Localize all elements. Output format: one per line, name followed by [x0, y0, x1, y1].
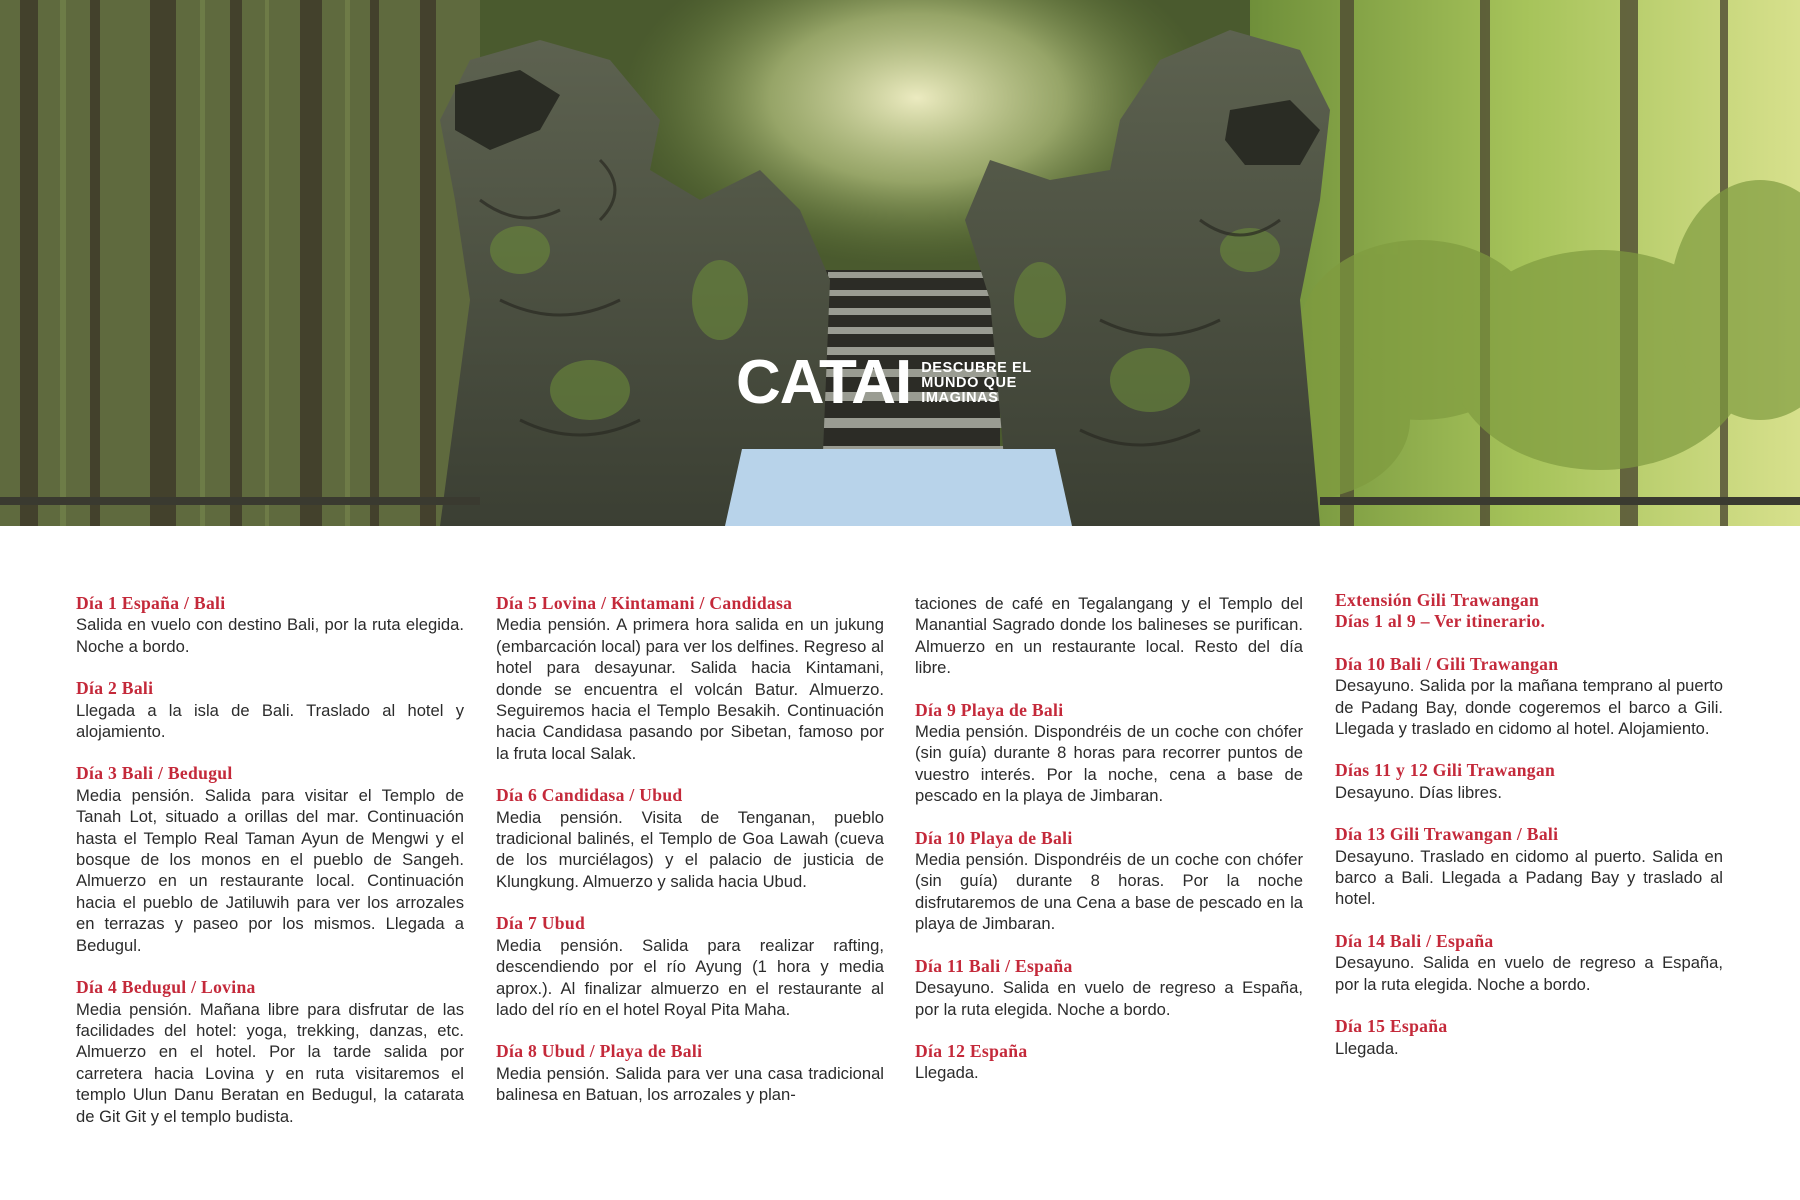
- day-title: Día 15 España: [1335, 1016, 1448, 1037]
- day-text: Salida en vuelo con destino Bali, por la ruta elegida. Noche a bordo.: [76, 615, 464, 656]
- itinerary-column-3: [915, 593, 1303, 1105]
- day-entry: [76, 678, 464, 742]
- day-entry: [1335, 931, 1723, 995]
- day-entry: [496, 785, 884, 892]
- day-entry: [1335, 1016, 1723, 1059]
- day-entry: [496, 593, 884, 764]
- day-text: Llegada.: [1335, 1038, 1399, 1058]
- day-text: Media pensión. Salida para realizar rafting, descendiendo por el río Ayung (1 hora y media aprox.). Al finalizar almuerzo en el restaurante al lado del río en el hotel Royal Pita Maha.: [496, 935, 884, 1019]
- itinerary-column-2: [496, 593, 884, 1127]
- day-title: Día 8 Ubud / Playa de Bali: [496, 1041, 703, 1062]
- day-title: Día 10 Playa de Bali: [915, 827, 1073, 848]
- day-text: Media pensión. Salida para ver una casa tradicional balinesa en Batuan, los arrozales y plan-: [496, 1063, 884, 1105]
- day-text: Media pensión. A primera hora salida en un jukung (embarcación local) para ver los delfines. Regreso al hotel para desayunar. Salida hacia Kintamani, donde se encuentra el volcán Batur. Almuerzo. Seguiremos hacia el Templo Besakih. Continuación hacia Candidasa pasando por Sibetan, famoso por la fruta local Salak.: [496, 615, 884, 763]
- day-text: Media pensión. Dispondréis de un coche con chófer (sin guía) durante 8 horas para recorrer puntos de vuestro interés. Por la noche, cena a base de pescado en la playa de Jimbaran.: [915, 722, 1303, 806]
- day-continuation: [915, 593, 1303, 679]
- itinerary-column-1: [76, 593, 464, 1148]
- day-entry: [76, 977, 464, 1127]
- day-entry: [915, 828, 1303, 935]
- day-title: Día 11 Bali / España: [915, 955, 1073, 976]
- day-title: Día 14 Bali / España: [1335, 930, 1494, 951]
- day-title: Día 9 Playa de Bali: [915, 699, 1064, 720]
- day-entry: [915, 1041, 1303, 1084]
- day-entry: [915, 956, 1303, 1020]
- day-title: Día 10 Bali / Gili Trawangan: [1335, 653, 1559, 674]
- catai-logo: [736, 348, 1032, 417]
- day-entry: [496, 1041, 884, 1105]
- day-entry: [1335, 654, 1723, 740]
- day-text: Desayuno. Salida en vuelo de regreso a España, por la ruta elegida. Noche a bordo.: [915, 978, 1303, 1019]
- tagline-line: IMAGINAS: [921, 389, 999, 406]
- logo-wordmark: CATAI: [736, 348, 912, 417]
- day-entry: [1335, 760, 1723, 803]
- day-entry: [915, 700, 1303, 807]
- day-title: Día 2 Bali: [76, 678, 154, 699]
- day-text: Llegada a la isla de Bali. Traslado al hotel y alojamiento.: [76, 700, 464, 742]
- day-title: Días 11 y 12 Gili Trawangan: [1335, 760, 1556, 781]
- day-text: Media pensión. Mañana libre para disfrutar de las facilidades del hotel: yoga, trekking, danzas, etc. Almuerzo en el hotel. Por la tarde salida por carretera hacia Lovina y en ruta visitaremos el templo Ulun Danu Beratan en Bedugul, la catarata de Git Git y el templo budista.: [76, 999, 464, 1126]
- day-title: Día 4 Bedugul / Lovina: [76, 977, 256, 998]
- day-entry: [1335, 824, 1723, 910]
- day-title: Día 3 Bali / Bedugul: [76, 763, 233, 784]
- day-entry: [76, 593, 464, 657]
- extension-title: Extensión Gili Trawangan: [1335, 590, 1540, 610]
- day-title: Día 13 Gili Trawangan / Bali: [1335, 824, 1559, 845]
- day-title: Día 12 España: [915, 1040, 1028, 1061]
- day-title: Día 6 Candidasa / Ubud: [496, 785, 683, 806]
- jungle-temple-illustration: [0, 0, 1800, 526]
- day-text: Llegada.: [915, 1063, 979, 1083]
- extension-heading: [1335, 590, 1723, 633]
- day-text: Media pensión. Visita de Tenganan, pueblo tradicional balinés, el Templo de Goa Lawah (cueva de los murciélagos) y el palacio de justicia de Klungkung. Almuerzo y salida hacia Ubud.: [496, 807, 884, 891]
- day-text: Desayuno. Días libres.: [1335, 782, 1502, 802]
- day-entry: [496, 913, 884, 1020]
- day-text: Desayuno. Salida por la mañana temprano al puerto de Padang Bay, donde cogeremos el barco a Gili. Llegada y traslado en cidomo al hotel. Alojamiento.: [1335, 676, 1723, 739]
- extension-subtitle: Días 1 al 9 – Ver itinerario.: [1335, 611, 1546, 632]
- day-title: Día 1 España / Bali: [76, 593, 226, 613]
- day-entry: [76, 763, 464, 956]
- day-title: Día 5 Lovina / Kintamani / Candidasa: [496, 593, 793, 613]
- tagline-line: DESCUBRE EL: [921, 359, 1032, 376]
- hero-photo: [0, 0, 1800, 526]
- day-text: taciones de café en Tegalangang y el Templo del Manantial Sagrado donde los balineses se purifican. Almuerzo en un restaurante local. Resto del día libre.: [915, 594, 1303, 678]
- day-text: Media pensión. Salida para visitar el Templo de Tanah Lot, situado a orillas del mar. Continuación hasta el Templo Real Taman Ayun de Mengwi y el bosque de los monos en el pueblo de Sangeh. Almuerzo en un restaurante local. Continuación hacia el pueblo de Jatiluwih para ver los arrozales en terrazas y paseo por los mismos. Llegada a Bedugul.: [76, 785, 464, 955]
- tagline-line: MUNDO QUE: [921, 374, 1017, 391]
- day-text: Desayuno. Traslado en cidomo al puerto. Salida en barco a Bali. Llegada a Padang Bay y traslado al hotel.: [1335, 846, 1723, 909]
- day-text: Desayuno. Salida en vuelo de regreso a España, por la ruta elegida. Noche a bordo.: [1335, 953, 1723, 994]
- day-text: Media pensión. Dispondréis de un coche con chófer (sin guía) durante 8 horas. Por la noche disfrutaremos de una Cena a base de pescado en la playa de Jimbaran.: [915, 850, 1303, 934]
- itinerary-column-4: [1335, 590, 1723, 1080]
- logo-tagline: [921, 361, 1032, 406]
- day-title: Día 7 Ubud: [496, 913, 586, 934]
